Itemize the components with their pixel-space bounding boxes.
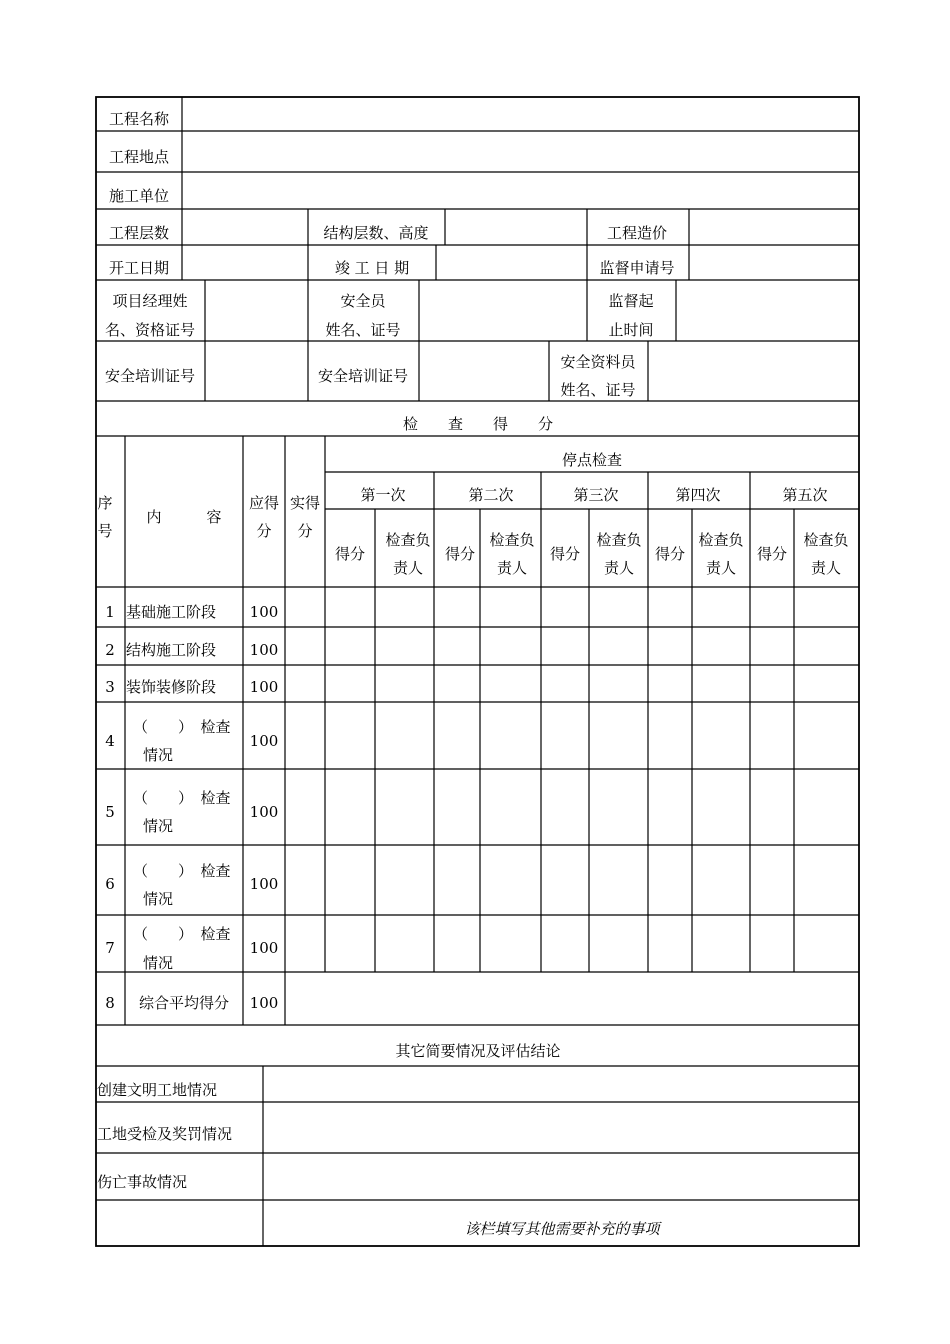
row-1-num: 1 (105, 603, 115, 621)
completion-date-field[interactable] (437, 246, 586, 279)
round-4-resp-header-line1: 检查负 (698, 531, 744, 549)
civilized-site-label: 创建文明工地情况 (97, 1081, 218, 1099)
score-section-title: 检 查 得 分 (402, 415, 554, 433)
contractor-label: 施工单位 (108, 187, 170, 205)
supplement-note: 该栏填写其他需要补充的事项 (464, 1220, 660, 1238)
round-5-label: 第五次 (782, 486, 828, 504)
data-officer-label-line2: 姓名、证号 (560, 381, 636, 399)
row-6-content-line2: 情况 (143, 890, 174, 908)
col-actual-line2: 分 (297, 522, 313, 540)
supplement-field[interactable] (264, 1201, 858, 1245)
inspections-label: 工地受检及奖罚情况 (97, 1125, 233, 1143)
row-5-content-line2: 情况 (143, 817, 174, 835)
row-3-points: 100 (249, 678, 279, 696)
start-date-label: 开工日期 (108, 259, 170, 277)
round-4-label: 第四次 (675, 486, 721, 504)
supervision-period-label-line2: 止时间 (608, 321, 654, 339)
contractor-field[interactable] (183, 173, 858, 208)
row-2-num: 2 (105, 641, 115, 659)
round-1-resp-header-line2: 责人 (392, 559, 424, 577)
round-2-resp-header-line2: 责人 (496, 559, 528, 577)
row-8-content: 综合平均得分 (138, 994, 230, 1012)
col-actual-line1: 实得 (289, 494, 321, 512)
data-officer-field[interactable] (649, 342, 858, 400)
col-expected-line1: 应得 (248, 494, 280, 512)
row-4-points: 100 (249, 732, 279, 750)
col-seq-line1: 序 (97, 494, 113, 512)
civilized-site-field[interactable] (264, 1067, 858, 1101)
round-5-score-header: 得分 (756, 545, 788, 563)
accidents-label: 伤亡事故情况 (97, 1173, 188, 1191)
structure-label: 结构层数、高度 (323, 224, 429, 242)
pm-label-line2: 名、资格证号 (104, 321, 196, 339)
row-8-average-field[interactable] (286, 973, 858, 1024)
round-5-resp-header-line2: 责人 (810, 559, 842, 577)
project-location-field[interactable] (183, 132, 858, 171)
round-1-resp-header-line1: 检查负 (385, 531, 431, 549)
supervision-request-field[interactable] (690, 246, 858, 279)
cost-label: 工程造价 (606, 224, 668, 242)
row-5-content-line1: （ ） 检查 (133, 789, 231, 807)
row-8-num: 8 (105, 994, 115, 1012)
row-8-points: 100 (249, 994, 279, 1012)
training-field-b[interactable] (420, 342, 548, 400)
accidents-field[interactable] (264, 1154, 858, 1199)
row-5-num: 5 (105, 803, 115, 821)
row-2-content: 结构施工阶段 (126, 641, 217, 659)
row-7-points: 100 (249, 939, 279, 957)
summary-title: 其它简要情况及评估结论 (395, 1042, 561, 1060)
row-7-content-line2: 情况 (143, 954, 174, 972)
start-date-field[interactable] (183, 246, 307, 279)
round-1-label: 第一次 (360, 486, 406, 504)
project-name-label: 工程名称 (108, 110, 170, 128)
row-6-content-line1: （ ） 检查 (133, 862, 231, 880)
round-2-label: 第二次 (468, 486, 514, 504)
round-5-resp-header-line1: 检查负 (803, 531, 849, 549)
row-4-num: 4 (105, 732, 115, 750)
row-2-points: 100 (249, 641, 279, 659)
data-officer-label-line1: 安全资料员 (560, 353, 636, 371)
round-1-score-header: 得分 (334, 545, 366, 563)
supervision-request-label: 监督申请号 (599, 259, 675, 277)
structure-field[interactable] (446, 210, 586, 244)
col-expected-line2: 分 (256, 522, 272, 540)
completion-date-label: 竣 工 日 期 (334, 259, 410, 277)
project-name-field[interactable] (183, 98, 858, 130)
training-field-a[interactable] (206, 342, 307, 400)
round-4-resp-header-line2: 责人 (705, 559, 737, 577)
row-3-content: 装饰装修阶段 (126, 678, 217, 696)
round-3-resp-header-line1: 检查负 (596, 531, 642, 549)
row-4-content-line2: 情况 (143, 746, 174, 764)
floors-field[interactable] (183, 210, 307, 244)
col-seq-line2: 号 (97, 522, 113, 540)
floors-label: 工程层数 (108, 224, 170, 242)
row-5-points: 100 (249, 803, 279, 821)
row-6-points: 100 (249, 875, 279, 893)
cost-field[interactable] (690, 210, 858, 244)
round-3-score-header: 得分 (549, 545, 581, 563)
safety-officer-field[interactable] (420, 281, 586, 340)
inspections-field[interactable] (264, 1103, 858, 1152)
row-3-num: 3 (105, 678, 115, 696)
training-label-a: 安全培训证号 (104, 367, 196, 385)
project-location-label: 工程地点 (108, 148, 170, 166)
safety-officer-label-line2: 姓名、证号 (325, 321, 401, 339)
supervision-period-label-line1: 监督起 (608, 292, 654, 310)
training-label-b: 安全培训证号 (317, 367, 409, 385)
pm-label-line1: 项目经理姓 (112, 292, 188, 310)
round-3-label: 第三次 (573, 486, 619, 504)
round-2-resp-header-line1: 检查负 (489, 531, 535, 549)
row-1-content: 基础施工阶段 (126, 603, 217, 621)
row-4-content-line1: （ ） 检查 (133, 718, 231, 736)
row-7-content-line1: （ ） 检查 (133, 925, 231, 943)
safety-officer-label-line1: 安全员 (340, 292, 386, 310)
pm-field[interactable] (206, 281, 307, 340)
round-3-resp-header-line2: 责人 (603, 559, 635, 577)
round-4-score-header: 得分 (654, 545, 686, 563)
stop-point-label: 停点检查 (561, 451, 623, 469)
row-1-points: 100 (249, 603, 279, 621)
row-7-num: 7 (105, 939, 115, 957)
row-6-num: 6 (105, 875, 115, 893)
round-2-score-header: 得分 (444, 545, 476, 563)
supervision-period-field[interactable] (677, 281, 858, 340)
col-content: 内 容 (146, 508, 222, 526)
